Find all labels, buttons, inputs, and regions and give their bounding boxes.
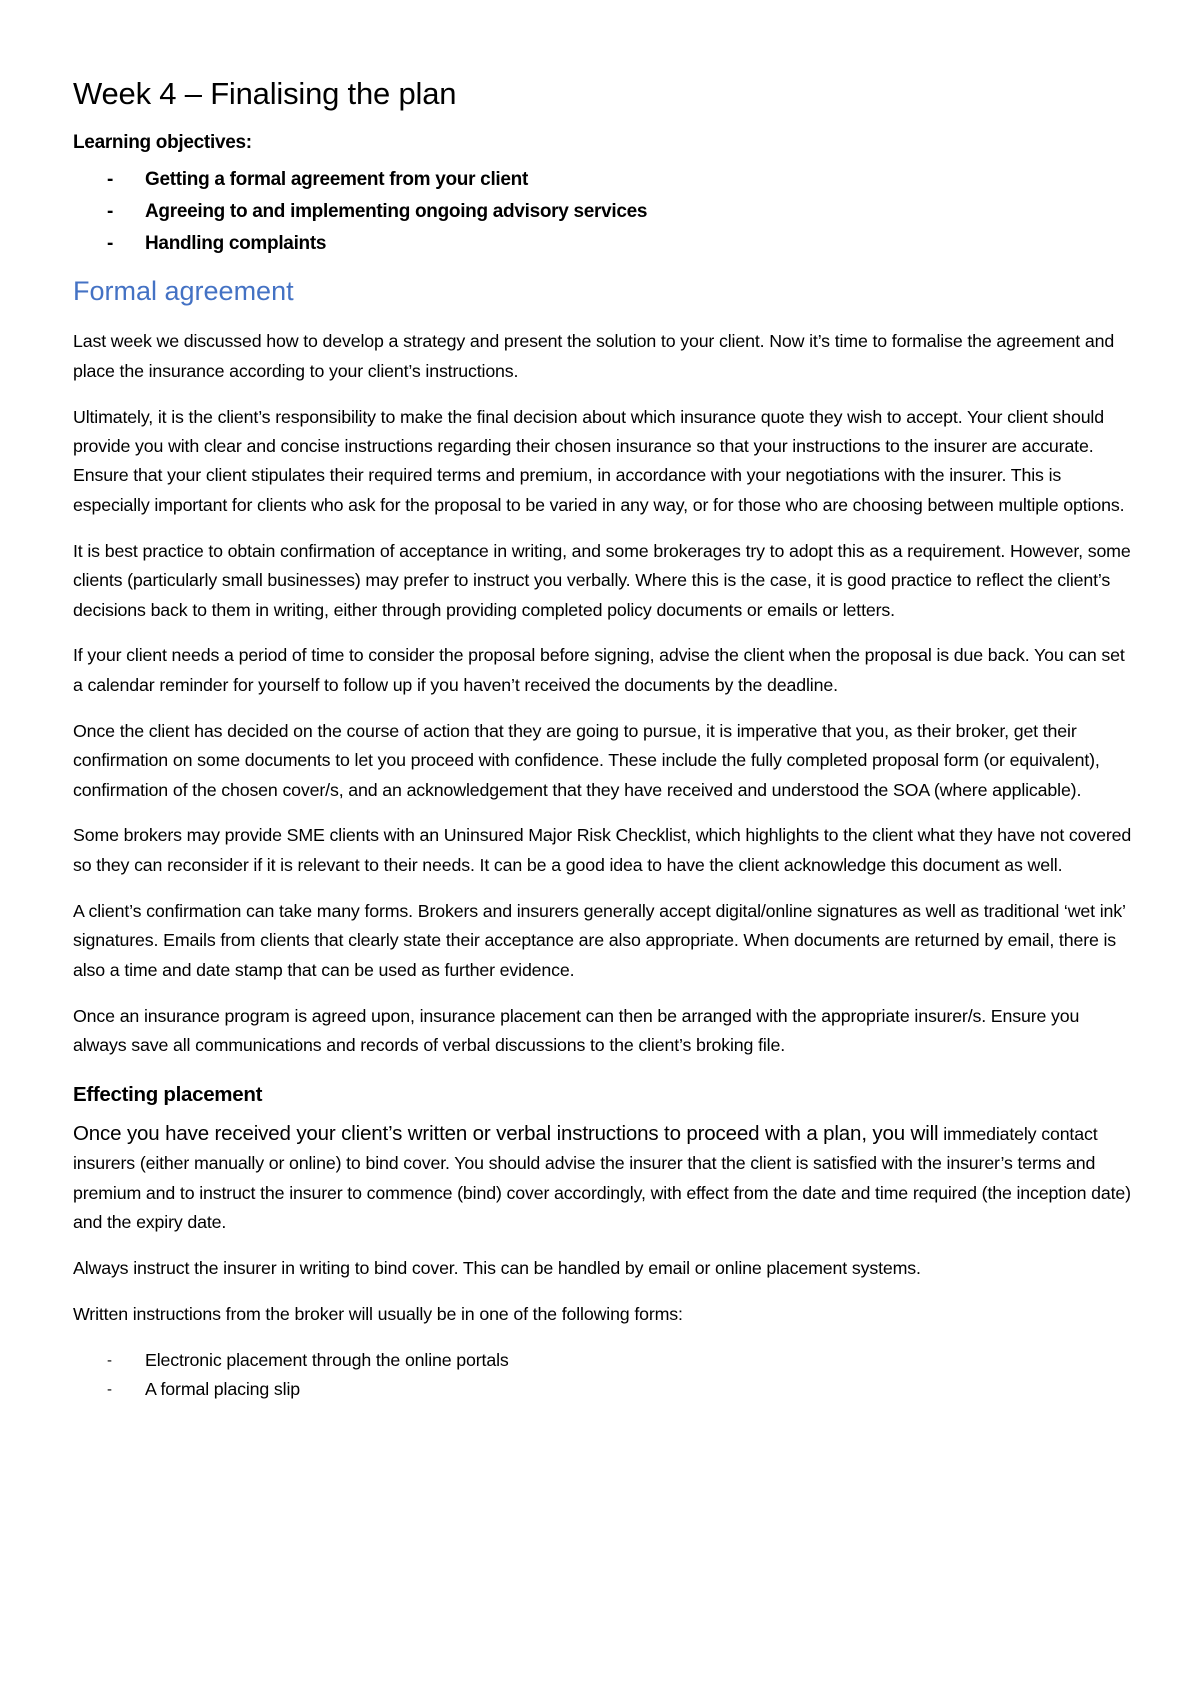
paragraph: Some brokers may provide SME clients with an Uninsured Major Risk Checklist, which highlights to the client what they have not covered so they can reconsider if it is relevant to their needs. It can be a good idea to have the client acknowledge this document as well. <box>73 825 1132 875</box>
list-item <box>73 1375 1133 1404</box>
formal-agreement-heading: Formal agreement <box>73 276 294 307</box>
document-page <box>73 75 1133 1405</box>
paragraph: A client’s confirmation can take many forms. Brokers and insurers generally accept digital/online signatures as well as traditional ‘wet ink’ signatures. Emails from clients that clearly state their acceptance are also appropriate. When documents are returned by email, there is also a time and date stamp that can be used as further evidence. <box>73 900 1126 980</box>
list-dash: - <box>107 1381 112 1399</box>
list-item <box>73 196 1133 228</box>
paragraph: If your client needs a period of time to consider the proposal before signing, advise the client when the proposal is due back. You can set a calendar reminder for yourself to follow up if you haven’t received the documents by the deadline. <box>73 645 1125 695</box>
list-item <box>73 164 1133 196</box>
paragraph: Last week we discussed how to develop a strategy and present the solution to your client. Now it’s time to formalise the agreement and place the insurance according to your client’s instructions. <box>73 331 1115 381</box>
form-text: Electronic placement through the online portals <box>145 1349 509 1370</box>
objective-text: Getting a formal agreement from your client <box>145 169 529 191</box>
paragraph: Once the client has decided on the course of action that they are going to pursue, it is imperative that you, as their broker, get their confirmation on some documents to let you proceed with confidence. These include the fully completed proposal form (or equivalent), confirmation of the chosen cover/s, and an acknowledgement that they have received and understood the SOA (where applicable). <box>73 720 1100 800</box>
list-dash: - <box>107 201 114 223</box>
paragraph <box>73 1119 1133 1238</box>
paragraph: Always instruct the insurer in writing to bind cover. This can be handled by email or online placement systems. <box>73 1258 921 1279</box>
list-item <box>73 1346 1133 1375</box>
effecting-placement-heading: Effecting placement <box>73 1083 263 1107</box>
paragraph: It is best practice to obtain confirmation of acceptance in writing, and some brokerages try to adopt this as a requirement. However, some clients (particularly small businesses) may prefer to instruct you verbally. Where this is the case, it is good practice to reflect the client’s decisions back to them in writing, either through providing completed policy documents or emails or letters. <box>73 540 1131 620</box>
lead-continuation: immediately contact insurers (either manually or online) to bind cover. You should advise the insurer that the client is satisfied with the insurer’s terms and premium and to instruct the insurer to commence (bind) cover accordingly, with effect from the date and time required (the inception date) and the expiry date. <box>73 1123 1131 1233</box>
page-title: Week 4 – Finalising the plan <box>73 76 457 111</box>
objective-text: Agreeing to and implementing ongoing advisory services <box>145 201 648 223</box>
paragraph: Written instructions from the broker will usually be in one of the following forms: <box>73 1303 683 1324</box>
lead-sentence: Once you have received your client’s written or verbal instructions to proceed with a plan, you will <box>73 1121 939 1145</box>
learning-objectives-label: Learning objectives: <box>73 132 252 154</box>
list-dash: - <box>107 169 114 191</box>
objective-text: Handling complaints <box>145 233 327 255</box>
paragraph: Ultimately, it is the client’s responsibility to make the final decision about which insurance quote they wish to accept. Your client should provide you with clear and concise instructions regarding their chosen insurance so that your instructions to the insurer are accurate. Ensure that your client stipulates their required terms and premium, in accordance with your negotiations with the insurer. This is especially important for clients who ask for the proposal to be varied in any way, or for those who are choosing between multiple options. <box>73 406 1125 515</box>
placement-forms-list <box>73 1346 1133 1405</box>
paragraph: Once an insurance program is agreed upon, insurance placement can then be arranged with the appropriate insurer/s. Ensure you always save all communications and records of verbal discussions to the client’s broking file. <box>73 1005 1080 1055</box>
list-dash: - <box>107 233 114 255</box>
learning-objectives-list <box>73 164 1133 260</box>
form-text: A formal placing slip <box>145 1379 300 1400</box>
list-dash: - <box>107 1351 112 1369</box>
list-item <box>73 228 1133 260</box>
